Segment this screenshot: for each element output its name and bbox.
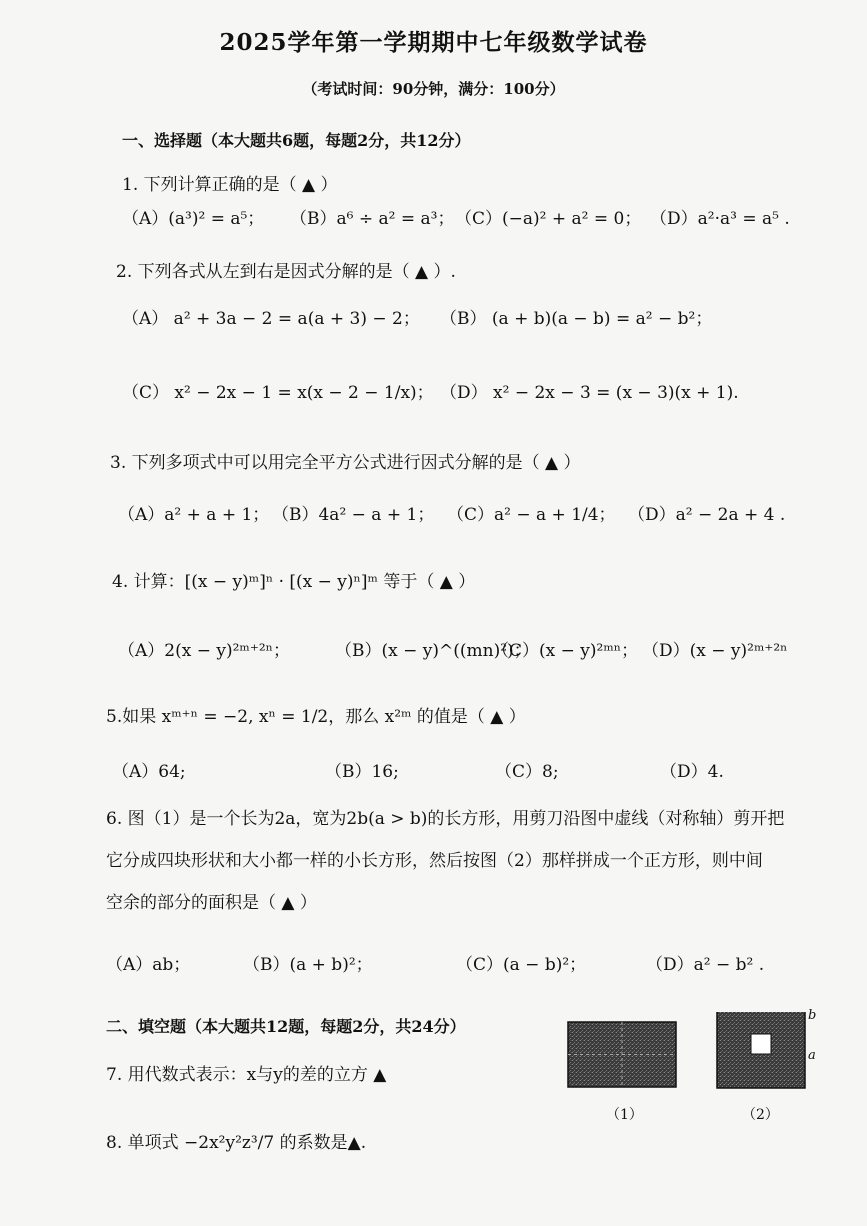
q4-option-a: （A）2(x − y)²ᵐ⁺²ⁿ； xyxy=(118,641,290,661)
q3-stem: 3. 下列多项式中可以用完全平方公式进行因式分解的是（ ▲ ） xyxy=(110,453,581,473)
q6-text-line3: 空余的部分的面积是（ ▲ ） xyxy=(106,893,317,913)
figure-2-square xyxy=(717,1012,805,1088)
q7-text: 7. 用代数式表示：x与y的差的立方 ▲ xyxy=(106,1065,387,1085)
q3-option-c: （C）a² − a + 1/4； xyxy=(447,505,616,525)
q2-option-b: （B） (a + b)(a − b) = a² − b²； xyxy=(440,309,713,329)
figure-1-rectangle xyxy=(568,1022,676,1087)
q1-option-a: （A）(a³)² = a⁵； xyxy=(122,209,265,229)
q5-option-a: （A）64; xyxy=(112,762,186,782)
q2-option-d: （D） x² − 2x − 3 = (x − 3)(x + 1). xyxy=(440,383,739,403)
q6-text-line2: 它分成四块形状和大小都一样的小长方形，然后按图（2）那样拼成一个正方形，则中间 xyxy=(106,851,763,871)
q4-option-b: （B）(x − y)^((mn)²)； xyxy=(335,641,531,661)
section-choice-heading: 一、选择题（本大题共6题，每题2分，共12分） xyxy=(122,131,471,150)
q2-option-c: （C） x² − 2x − 1 = x(x − 2 − 1/x)； xyxy=(122,383,434,403)
q6-figures xyxy=(560,1012,840,1132)
q6-option-a: （A）ab； xyxy=(106,955,191,975)
q5-option-c: （C）8; xyxy=(495,762,559,782)
q3-option-d: （D）a² − 2a + 4 . xyxy=(628,505,786,525)
q5-stem: 5.如果 xᵐ⁺ⁿ = −2, xⁿ = 1/2，那么 x²ᵐ 的值是（ ▲ ） xyxy=(106,707,526,727)
q1-option-b: （B）a⁶ ÷ a² = a³； xyxy=(290,209,455,229)
figure-1-caption: （1） xyxy=(606,1107,643,1123)
q4-stem: 4. 计算：[(x − y)ᵐ]ⁿ · [(x − y)ⁿ]ᵐ 等于（ ▲ ） xyxy=(112,572,476,592)
q4-option-c: （C）(x − y)²ᵐⁿ； xyxy=(492,641,639,661)
q1-option-d: （D）a²·a³ = a⁵ . xyxy=(650,209,790,229)
q1-option-c: （C）(−a)² + a² = 0； xyxy=(455,209,642,229)
exam-info: （考试时间：90分钟，满分：100分） xyxy=(302,80,565,98)
q6-option-d: （D）a² − b² . xyxy=(646,955,765,975)
q6-text-line1: 6. 图（1）是一个长为2a，宽为2b(a > b)的长方形，用剪刀沿图中虚线（对称轴）剪开把 xyxy=(106,809,785,829)
q1-stem: 1. 下列计算正确的是（ ▲ ） xyxy=(122,175,338,195)
page-title: 2025学年第一学期期中七年级数学试卷 xyxy=(219,29,648,56)
q5-option-b: （B）16; xyxy=(325,762,399,782)
q3-option-b: （B）4a² − a + 1； xyxy=(272,505,435,525)
q2-option-a: （A） a² + 3a − 2 = a(a + 3) − 2； xyxy=(122,309,420,329)
q6-option-b: （B）(a + b)²； xyxy=(243,955,373,975)
figure-2-label-a: a xyxy=(808,1048,816,1063)
q2-stem: 2. 下列各式从左到右是因式分解的是（ ▲ ）. xyxy=(116,262,456,282)
q3-option-a: （A）a² + a + 1； xyxy=(118,505,270,525)
q4-option-d: （D）(x − y)²ᵐ⁺²ⁿ xyxy=(642,641,788,661)
figure-2-caption: （2） xyxy=(742,1107,779,1123)
figure-2-label-b: b xyxy=(808,1008,817,1023)
q5-option-d: （D）4. xyxy=(660,762,724,782)
q8-text: 8. 单项式 −2x²y²z³/7 的系数是▲. xyxy=(106,1133,367,1153)
section-fill-heading: 二、填空题（本大题共12题，每题2分，共24分） xyxy=(106,1017,466,1036)
q6-option-c: （C）(a − b)²； xyxy=(456,955,587,975)
